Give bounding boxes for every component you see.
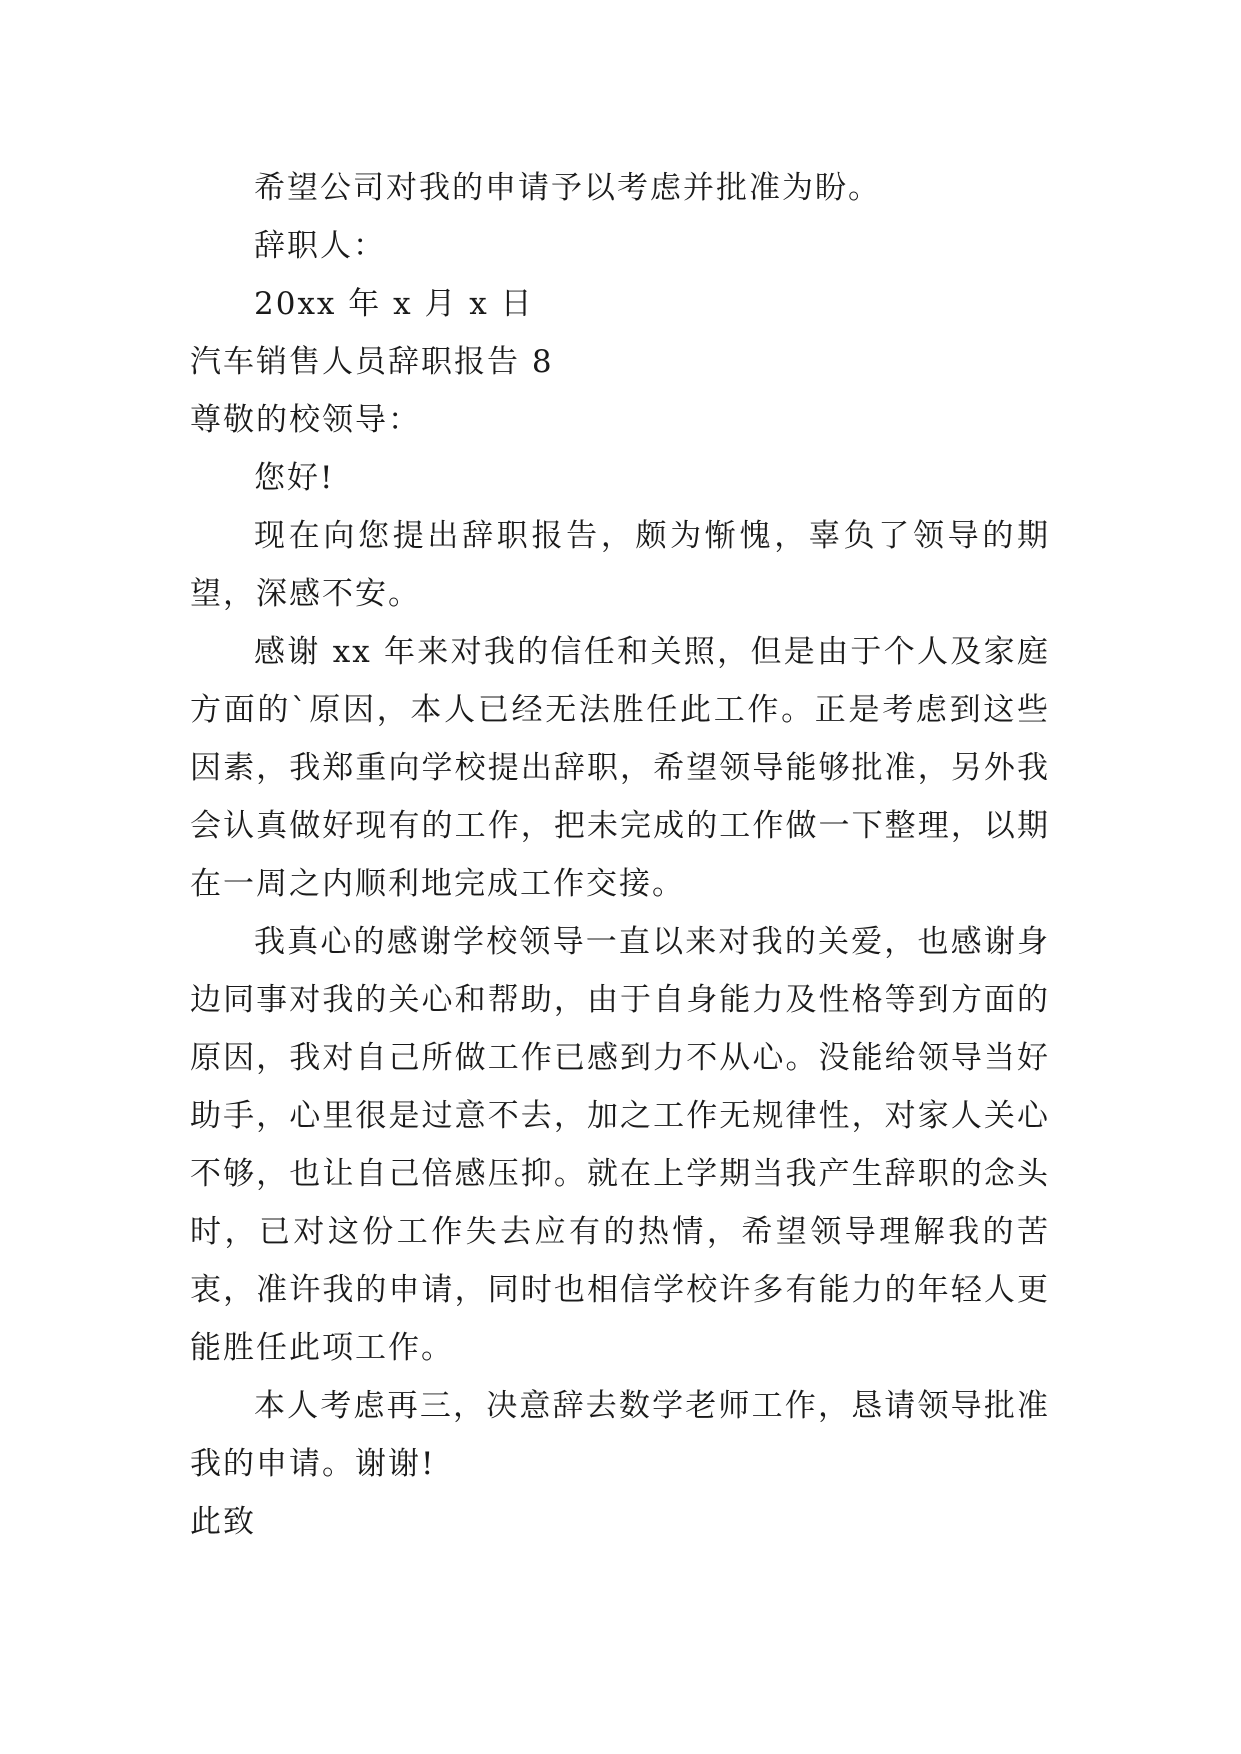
document-body — [190, 159, 1050, 1551]
signer-label: 辞职人： — [254, 228, 386, 264]
letter-title: 汽车销售人员辞职报告 8 — [190, 344, 554, 380]
paragraph-decision: 本人考虑再三，决意辞去数学老师工作，恳请领导批准我的申请。谢谢! — [190, 1388, 1050, 1482]
signature-date: 20xx 年 x 月 x 日 — [254, 286, 534, 322]
closing-phrase: 此致 — [190, 1504, 256, 1540]
salutation: 尊敬的校领导： — [190, 402, 421, 438]
greeting: 您好! — [254, 460, 335, 496]
paragraph-thanks-reason: 感谢 xx 年来对我的信任和关照，但是由于个人及家庭方面的`原因，本人已经无法胜任此工作。正是考虑到这些因素，我郑重向学校提出辞职，希望领导能够批准，另外我会认真做好现有的工作，把未完成的工作做一下整理，以期在一周之内顺利地完成工作交接。 — [190, 634, 1050, 902]
paragraph-apology: 现在向您提出辞职报告，颇为惭愧，辜负了领导的期望，深感不安。 — [190, 518, 1050, 612]
closing-request-text: 希望公司对我的申请予以考虑并批准为盼。 — [254, 170, 881, 206]
paragraph-gratitude: 我真心的感谢学校领导一直以来对我的关爱，也感谢身边同事对我的关心和帮助，由于自身能力及性格等到方面的原因，我对自己所做工作已感到力不从心。没能给领导当好助手，心里很是过意不去，加之工作无规律性，对家人关心不够，也让自己倍感压抑。就在上学期当我产生辞职的念头时，已对这份工作失去应有的热情，希望领导理解我的苦衷，准许我的申请，同时也相信学校许多有能力的年轻人更能胜任此项工作。 — [190, 924, 1050, 1366]
